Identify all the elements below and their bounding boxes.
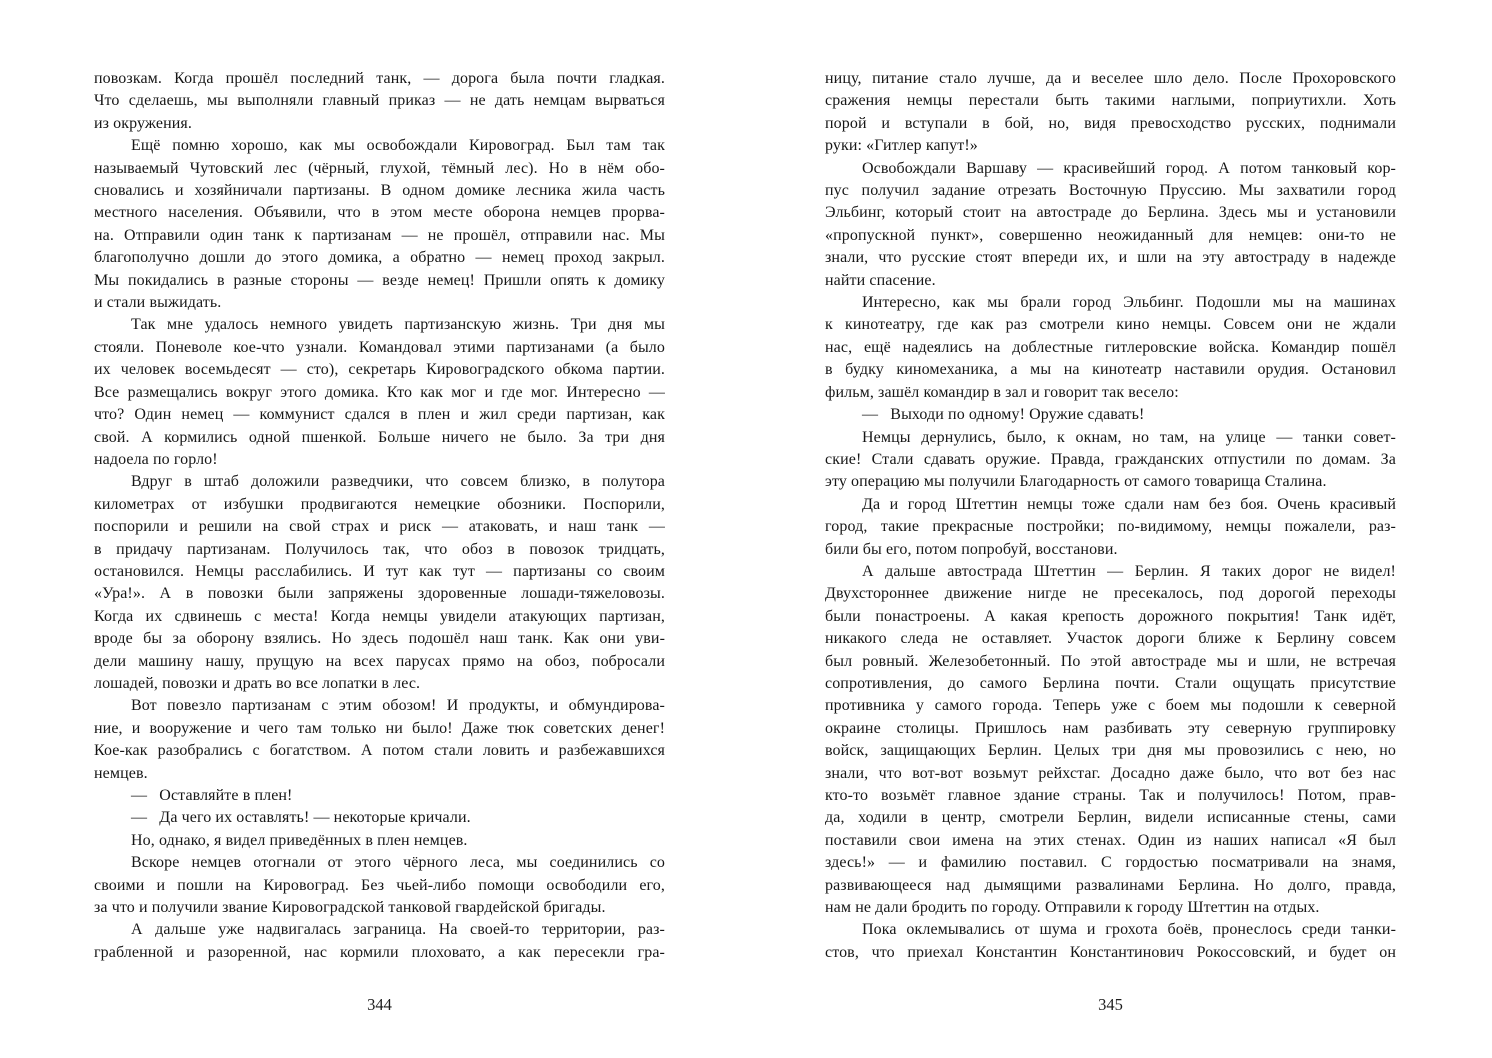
text-line: стояли. Поневоле кое-что узнали. Командовал этими партизанами (а было [94, 338, 665, 356]
text-line: грабленной и разоренной, нас кормили плоховато, а как пересекли гра- [94, 943, 665, 961]
text-line: Освобождали Варшаву — красивейший город. А потом танковый кор- [862, 159, 1396, 177]
text-line: за что и получили звание Кировоградской танковой гвардейской бригады. [94, 899, 606, 917]
text-line: местного населения. Объявили, что в этом месте оборона немцев прорва- [94, 204, 665, 222]
text-line: Но, однако, я видел приведённых в плен немцев. [131, 831, 468, 849]
text-line: своими и пошли на Кировоград. Без чьей-либо помощи освободили его, [94, 876, 665, 894]
page-number-left: 344 [367, 995, 392, 1015]
text-line: знали, что вот-вот возьмут рейхстаг. Досадно даже было, что вот без нас [825, 764, 1396, 782]
text-line: били бы его, потом попробуй, восстанови. [825, 540, 1118, 558]
text-line: в будку киномеханика, а мы на кинотеатр наставили орудия. Остановил [825, 361, 1396, 379]
text-line: Эльбинг, который стоит на автостраде до Берлина. Здесь мы и установили [825, 204, 1396, 222]
text-line: называемый Чутовский лес (чёрный, глухой, тёмный лес). Но в нём обо- [94, 159, 665, 177]
text-line: Вот повезло партизанам с этим обозом! И продукты, и обмундирова- [131, 697, 665, 715]
text-line: километрах от избушки продвигаются немецкие обозники. Поспорили, [94, 495, 665, 513]
text-line: на. Отправили один танк к партизанам — не прошёл, отправили нас. Мы [94, 226, 665, 244]
text-line: «пропускной пункт», совершенно неожиданный для немцев: они-то не [825, 226, 1396, 244]
text-line: ские! Стали сдавать оружие. Правда, гражданских отпустили по домам. За [825, 450, 1396, 468]
text-line: лошадей, повозки и драть во все лопатки в лес. [94, 674, 421, 692]
text-line: Мы покидались в разные стороны — везде немец! Пришли опять к домику [94, 271, 665, 289]
text-line: руки: «Гитлер капут!» [825, 137, 978, 155]
text-line: — Оставляйте в плен! [131, 787, 293, 804]
text-line: порой и вступали в бой, но, видя превосходство русских, поднимали [825, 114, 1396, 132]
text-line: сопротивления, до самого Берлина почти. Стали ощущать присутствие [825, 674, 1396, 692]
text-line: Что сделаешь, мы выполняли главный приказ — не дать немцам вырваться [94, 92, 665, 110]
text-line: нам не дали бродить по городу. Отправили к городу Штеттин на отдых. [825, 899, 1320, 917]
text-line: эту операцию мы получили Благодарность от самого товарища Сталина. [825, 473, 1327, 491]
text-line: немцев. [94, 764, 148, 782]
text-line: Интересно, как мы брали город Эльбинг. Подошли мы на машинах [862, 294, 1396, 312]
text-line: повозкам. Когда прошёл последний танк, — дорога была почти гладкая. [94, 70, 665, 87]
page-left-text-block [94, 68, 665, 964]
text-line: войск, защищающих Берлин. Целых три дня мы провозились с нею, но [825, 742, 1396, 760]
text-line: противника у самого города. Теперь уже с боем мы подошли к северной [825, 697, 1396, 715]
text-line: кто-то возьмёт главное здание страны. Так и получилось! Потом, прав- [825, 787, 1396, 804]
text-line: — Выходи по одному! Оружие сдавать! [862, 406, 1145, 424]
text-line: ние, и вооружение и чего там только ни было! Даже тюк советских денег! [94, 719, 665, 737]
text-line: поставили свои имена на этих стенах. Один из наших написал «Я был [825, 831, 1396, 849]
text-line: надоела по горло! [94, 450, 218, 468]
text-line: Кое-как разобрались с богатством. А потом стали ловить и разбежавшихся [94, 742, 665, 760]
text-line: Немцы дернулись, было, к окнам, но там, на улице — танки совет- [862, 428, 1396, 446]
text-line: пус получил задание отрезать Восточную Пруссию. Мы захватили город [825, 182, 1396, 200]
text-line: из окружения. [94, 114, 192, 132]
text-line: здесь!» — и фамилию поставил. С гордостью посматривали на знамя, [825, 854, 1396, 872]
text-line: свой. А кормились одной пшенкой. Больше ничего не было. За три дня [94, 428, 665, 446]
text-line: город, такие прекрасные постройки; по-видимому, немцы пожалели, раз- [825, 518, 1396, 536]
text-line: были понастроены. А какая крепость дорожного покрытия! Танк идёт, [825, 607, 1396, 625]
text-line: был ровный. Железобетонный. По этой автостраде мы и шли, не встречая [825, 652, 1396, 670]
text-line: сражения немцы перестали быть такими наглыми, поприутихли. Хоть [825, 92, 1396, 110]
text-line: знали, что русские стоят впереди их, и шли на эту автостраду в надежде [825, 249, 1396, 267]
text-line: их человек восемьдесят — сто), секретарь Кировоградского обкома партии. [94, 361, 665, 379]
text-line: Пока оклемывались от шума и грохота боёв, пронеслось среди танки- [862, 921, 1396, 939]
text-line: окраине столицы. Пришлось нам разбивать эту северную группировку [825, 719, 1396, 737]
text-line: Вдруг в штаб доложили разведчики, что совсем близко, в полутора [131, 473, 665, 491]
text-line: благополучно дошли до этого домика, а обратно — немец проход закрыл. [94, 249, 665, 267]
page-left [94, 68, 665, 1015]
text-line: Да и город Штеттин немцы тоже сдали нам без боя. Очень красивый [862, 495, 1396, 513]
text-line: к кинотеатру, где как раз смотрели кино немцы. Совсем они не ждали [825, 316, 1396, 334]
text-line: сновались и хозяйничали партизаны. В одном домике лесника жила часть [94, 182, 665, 200]
text-line: нас, ещё надеялись на доблестные гитлеровские войска. Командир пошёл [825, 338, 1396, 356]
text-line: Когда их сдвинешь с места! Когда немцы увидели атакующих партизан, [94, 607, 665, 625]
text-line: да, ходили в центр, смотрели Берлин, видели исписанные стены, сами [825, 809, 1396, 827]
text-line: что? Один немец — коммунист сдался в плен и жил среди партизан, как [94, 406, 665, 424]
text-line: Вскоре немцев отогнали от этого чёрного леса, мы соединились со [131, 854, 665, 872]
text-line: стов, что приехал Константин Константинович Рокоссовский, и будет он [825, 943, 1396, 961]
text-line: развивающееся над дымящими развалинами Берлина. Но долго, правда, [825, 876, 1396, 894]
text-line: поспорили и решили на свой страх и риск — атаковать, и наш танк — [94, 518, 665, 536]
text-line: фильм, зашёл командир в зал и говорит так весело: [825, 383, 1179, 401]
page-number-right: 345 [1098, 995, 1123, 1015]
text-line: вроде бы за оборону взялись. Но здесь подошёл наш танк. Как они уви- [94, 630, 665, 648]
text-line: и стали выжидать. [94, 294, 222, 312]
text-line: — Да чего их оставлять! — некоторые кричали. [131, 809, 471, 827]
text-line: А дальше уже надвигалась заграница. На своей-то территории, раз- [131, 921, 665, 939]
text-line: дели машину нашу, прущую на всех парусах прямо на обоз, побросали [94, 652, 665, 670]
text-line: найти спасение. [825, 271, 936, 289]
text-line: ницу, питание стало лучше, да и веселее шло дело. После Прохоровского [825, 70, 1396, 87]
text-line: остановился. Немцы расслабились. И тут как тут — партизаны со своим [94, 562, 665, 580]
page-right-text-block [825, 68, 1396, 964]
text-line: Все размещались вокруг этого домика. Кто как мог и где мог. Интересно — [94, 383, 665, 401]
text-line: «Ура!». А в повозки были запряжены здоровенные лошади-тяжеловозы. [94, 585, 665, 603]
text-line: Так мне удалось немного увидеть партизанскую жизнь. Три дня мы [131, 316, 665, 334]
text-line: никакого следа не оставляет. Участок дороги ближе к Берлину совсем [825, 630, 1396, 648]
text-line: Двухстороннее движение нигде не пресекалось, под дорогой переходы [825, 585, 1396, 603]
text-line: А дальше автострада Штеттин — Берлин. Я таких дорог не видел! [862, 562, 1396, 580]
text-line: в придачу партизанам. Получилось так, что обоз в повозок тридцать, [94, 540, 665, 558]
text-line: Ещё помню хорошо, как мы освобождали Кировоград. Был там так [131, 137, 665, 155]
page-right [825, 68, 1396, 1015]
